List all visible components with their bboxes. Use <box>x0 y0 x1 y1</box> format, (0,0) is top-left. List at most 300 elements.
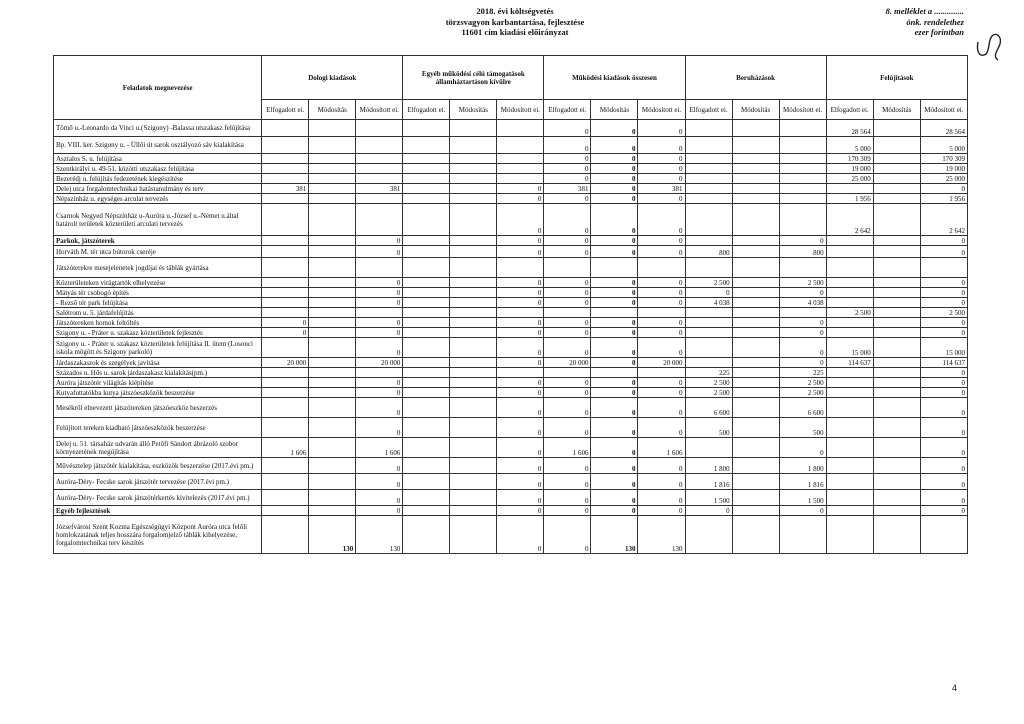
value-cell: 0 <box>591 490 638 506</box>
value-cell <box>403 458 450 474</box>
value-cell: 0 <box>544 378 591 388</box>
value-cell <box>685 236 732 246</box>
value-cell: 0 <box>591 318 638 328</box>
value-cell: 2 500 <box>779 388 826 398</box>
value-cell: 0 <box>356 246 403 258</box>
value-cell <box>826 288 873 298</box>
value-cell: 0 <box>591 388 638 398</box>
value-cell: 0 <box>638 164 685 174</box>
column-subheader: Módosítás <box>873 100 920 120</box>
value-cell <box>638 258 685 278</box>
value-cell: 0 <box>497 194 544 204</box>
column-subheader: Módosított ei. <box>356 100 403 120</box>
value-cell <box>403 278 450 288</box>
value-cell <box>685 120 732 137</box>
value-cell: 0 <box>544 516 591 554</box>
value-cell <box>779 516 826 554</box>
value-cell <box>450 258 497 278</box>
value-cell: 0 <box>779 328 826 338</box>
value-cell: 2 500 <box>779 378 826 388</box>
value-cell <box>732 184 779 194</box>
annex-note <box>886 6 964 38</box>
value-cell: 0 <box>544 164 591 174</box>
value-cell <box>497 120 544 137</box>
task-label: Auróra-Déry- Fecske sarok játszótérkertés kivitelezés (2017.évi pm.) <box>54 490 262 506</box>
value-cell <box>873 368 920 378</box>
value-cell: 0 <box>544 458 591 474</box>
value-cell <box>779 137 826 154</box>
task-label: Józsefvárosi Szent Kozma Egészségügyi Központ Auróra utca felőli homlokzatának teljes hosszára forgalomjelző táblák kihelyezése, forgalomtechnikai terv készítés <box>54 516 262 554</box>
value-cell: 114 637 <box>826 358 873 368</box>
value-cell: 0 <box>920 246 967 258</box>
task-label: Játszótereken homok feltöltés <box>54 318 262 328</box>
value-cell: 0 <box>638 458 685 474</box>
task-label: Kutyafuttatókba kutya játszóeszközök beszerzése <box>54 388 262 398</box>
value-cell: 114 637 <box>920 358 967 368</box>
value-cell <box>544 258 591 278</box>
value-cell <box>450 328 497 338</box>
value-cell <box>920 258 967 278</box>
value-cell <box>873 458 920 474</box>
value-cell: 0 <box>544 120 591 137</box>
value-cell: 28 564 <box>826 120 873 137</box>
value-cell: 0 <box>544 318 591 328</box>
document-header <box>380 6 650 38</box>
value-cell: 15 000 <box>826 338 873 358</box>
value-cell <box>779 194 826 204</box>
task-label: Népszínház u. egységes arculat tervezés <box>54 194 262 204</box>
value-cell: 0 <box>591 398 638 418</box>
value-cell <box>450 246 497 258</box>
value-cell <box>450 194 497 204</box>
value-cell: 0 <box>685 288 732 298</box>
value-cell <box>450 388 497 398</box>
value-cell <box>403 368 450 378</box>
value-cell: 0 <box>638 298 685 308</box>
value-cell: 0 <box>638 318 685 328</box>
table-row <box>54 164 968 174</box>
value-cell <box>356 308 403 318</box>
value-cell <box>826 258 873 278</box>
task-label: Delej utca forgalomtechnikai hatástanulmány és terv <box>54 184 262 194</box>
value-cell: 2 500 <box>685 278 732 288</box>
value-cell: 0 <box>497 398 544 418</box>
column-subheader: Elfogadott ei. <box>403 100 450 120</box>
value-cell <box>450 120 497 137</box>
value-cell <box>403 378 450 388</box>
value-cell <box>732 516 779 554</box>
value-cell <box>309 236 356 246</box>
value-cell <box>779 308 826 318</box>
value-cell <box>873 438 920 458</box>
value-cell: 1 500 <box>685 490 732 506</box>
value-cell: 0 <box>638 338 685 358</box>
value-cell: 0 <box>497 358 544 368</box>
value-cell <box>873 378 920 388</box>
value-cell <box>779 184 826 194</box>
value-cell: 381 <box>356 184 403 194</box>
value-cell: 19 000 <box>826 164 873 174</box>
value-cell <box>309 137 356 154</box>
value-cell: 0 <box>544 288 591 298</box>
table-row <box>54 378 968 388</box>
column-subheader: Elfogadott ei. <box>262 100 309 120</box>
value-cell <box>262 236 309 246</box>
value-cell: 0 <box>497 490 544 506</box>
task-label: Salétrom u. 5. járdafelújítás <box>54 308 262 318</box>
table-row <box>54 418 968 438</box>
value-cell <box>403 184 450 194</box>
value-cell: 381 <box>638 184 685 194</box>
header-year-title: 2018. évi költségvetés <box>476 6 554 16</box>
value-cell <box>826 438 873 458</box>
value-cell: 0 <box>356 298 403 308</box>
task-label: Szigony u. - Práter u. szakasz közterületek felújítása II. ütem (Losonci iskola mögött és Szigony parkoló) <box>54 338 262 358</box>
value-cell <box>450 288 497 298</box>
value-cell <box>497 137 544 154</box>
value-cell: 2 500 <box>685 378 732 388</box>
value-cell: 0 <box>920 236 967 246</box>
value-cell: 0 <box>591 137 638 154</box>
value-cell <box>873 236 920 246</box>
value-cell <box>873 246 920 258</box>
value-cell <box>262 120 309 137</box>
value-cell: 130 <box>356 516 403 554</box>
value-cell <box>403 308 450 318</box>
value-cell <box>403 174 450 184</box>
value-cell: 0 <box>685 506 732 516</box>
value-cell <box>403 288 450 298</box>
value-cell <box>309 174 356 184</box>
value-cell: 0 <box>356 278 403 288</box>
value-cell <box>403 298 450 308</box>
value-cell <box>685 328 732 338</box>
table-body <box>54 120 968 554</box>
value-cell: 19 000 <box>920 164 967 174</box>
value-cell <box>826 236 873 246</box>
value-cell: 0 <box>591 288 638 298</box>
value-cell <box>450 184 497 194</box>
value-cell: 1 500 <box>779 490 826 506</box>
value-cell: 0 <box>356 236 403 246</box>
value-cell <box>262 298 309 308</box>
value-cell: 130 <box>638 516 685 554</box>
value-cell <box>873 137 920 154</box>
value-cell: 0 <box>638 378 685 388</box>
value-cell <box>826 298 873 308</box>
value-cell <box>638 308 685 318</box>
value-cell <box>732 278 779 288</box>
value-cell: 0 <box>920 368 967 378</box>
value-cell <box>826 388 873 398</box>
value-cell <box>591 368 638 378</box>
value-cell: 2 642 <box>826 204 873 236</box>
value-cell <box>403 358 450 368</box>
value-cell: 0 <box>544 298 591 308</box>
value-cell <box>685 308 732 318</box>
value-cell <box>544 308 591 318</box>
value-cell: 0 <box>920 378 967 388</box>
value-cell: 0 <box>591 298 638 308</box>
value-cell <box>873 120 920 137</box>
value-cell: 130 <box>591 516 638 554</box>
column-group-header: Egyéb működési célú támogatások államháztartáson kívülre <box>403 56 544 100</box>
value-cell <box>309 368 356 378</box>
value-cell: 1 800 <box>779 458 826 474</box>
value-cell <box>873 388 920 398</box>
value-cell <box>309 120 356 137</box>
value-cell <box>732 164 779 174</box>
header-appropriation: 11601 cím kiadási előirányzat <box>461 27 569 37</box>
table-row <box>54 516 968 554</box>
value-cell: 0 <box>920 184 967 194</box>
value-cell: 5 000 <box>920 137 967 154</box>
value-cell <box>450 154 497 164</box>
value-cell: 1 816 <box>685 474 732 490</box>
value-cell: 0 <box>591 474 638 490</box>
table-row <box>54 358 968 368</box>
value-cell: 0 <box>920 506 967 516</box>
value-cell: 0 <box>779 236 826 246</box>
table-row <box>54 368 968 378</box>
page-number: 4 <box>952 683 958 693</box>
column-subheader: Módosítás <box>732 100 779 120</box>
task-label: Felújított tereken kiadható játszóeszközök beszerzése <box>54 418 262 438</box>
value-cell: 0 <box>544 328 591 338</box>
value-cell: 0 <box>497 246 544 258</box>
task-label: - Rezső tér park felújítása <box>54 298 262 308</box>
value-cell: 0 <box>638 174 685 184</box>
value-cell <box>450 506 497 516</box>
table-row <box>54 278 968 288</box>
value-cell: 0 <box>920 398 967 418</box>
value-cell: 0 <box>262 328 309 338</box>
task-label: Bp. VIII. ker. Szigony u. - Üllői út sarok osztályozó sáv kialakítása <box>54 137 262 154</box>
column-subheader: Elfogadott ei. <box>544 100 591 120</box>
value-cell: 0 <box>638 418 685 438</box>
task-label: Szigony u. - Práter u. szakasz közterületek fejlesztés <box>54 328 262 338</box>
value-cell <box>826 474 873 490</box>
value-cell <box>262 474 309 490</box>
table-row <box>54 236 968 246</box>
task-label: Mátyás tér csobogó építés <box>54 288 262 298</box>
value-cell <box>450 438 497 458</box>
value-cell <box>732 458 779 474</box>
value-cell <box>873 204 920 236</box>
value-cell <box>732 490 779 506</box>
value-cell: 0 <box>591 154 638 164</box>
value-cell <box>356 154 403 164</box>
value-cell <box>403 194 450 204</box>
value-cell <box>403 398 450 418</box>
task-label: Egyéb fejlesztések <box>54 506 262 516</box>
value-cell: 0 <box>497 418 544 438</box>
value-cell <box>873 490 920 506</box>
value-cell: 2 500 <box>779 278 826 288</box>
value-cell: 0 <box>544 174 591 184</box>
column-subheader: Módosított ei. <box>920 100 967 120</box>
value-cell <box>262 378 309 388</box>
value-cell <box>685 516 732 554</box>
value-cell: 0 <box>920 288 967 298</box>
value-cell: 0 <box>591 338 638 358</box>
value-cell: 0 <box>591 458 638 474</box>
value-cell <box>403 418 450 438</box>
table-row <box>54 258 968 278</box>
value-cell <box>685 164 732 174</box>
value-cell: 0 <box>356 398 403 418</box>
value-cell <box>450 378 497 388</box>
value-cell: 0 <box>920 298 967 308</box>
value-cell <box>591 258 638 278</box>
value-cell <box>262 506 309 516</box>
task-label: Százados u. Hős u. sarok járdaszakasz kialakítás(pm.) <box>54 368 262 378</box>
value-cell <box>779 204 826 236</box>
value-cell <box>262 174 309 184</box>
value-cell <box>309 298 356 308</box>
value-cell: 0 <box>638 137 685 154</box>
value-cell <box>403 318 450 328</box>
task-label: Közterületeken virágtartók elhelyezése <box>54 278 262 288</box>
value-cell <box>685 358 732 368</box>
value-cell <box>403 137 450 154</box>
value-cell: 0 <box>497 438 544 458</box>
value-cell <box>873 398 920 418</box>
value-cell: 20 000 <box>262 358 309 368</box>
value-cell <box>403 120 450 137</box>
value-cell: 0 <box>638 490 685 506</box>
value-cell: 0 <box>544 338 591 358</box>
value-cell: 0 <box>591 438 638 458</box>
value-cell <box>732 137 779 154</box>
handwritten-mark-icon <box>972 26 1012 66</box>
value-cell <box>779 164 826 174</box>
value-cell <box>920 516 967 554</box>
column-subheader: Módosítás <box>450 100 497 120</box>
value-cell: 0 <box>497 184 544 194</box>
column-group-header: Felújítások <box>826 56 967 100</box>
value-cell: 1 606 <box>638 438 685 458</box>
value-cell: 0 <box>638 120 685 137</box>
value-cell <box>309 358 356 368</box>
value-cell: 0 <box>356 328 403 338</box>
value-cell <box>732 204 779 236</box>
value-cell <box>262 516 309 554</box>
value-cell: 20 000 <box>544 358 591 368</box>
value-cell <box>309 378 356 388</box>
column-header-task: Feladatok megnevezése <box>54 56 262 120</box>
value-cell: 1 816 <box>779 474 826 490</box>
value-cell <box>826 490 873 506</box>
value-cell: 0 <box>591 120 638 137</box>
value-cell <box>826 458 873 474</box>
value-cell: 0 <box>544 418 591 438</box>
value-cell: 0 <box>591 328 638 338</box>
value-cell <box>450 278 497 288</box>
value-cell <box>403 154 450 164</box>
value-cell <box>826 328 873 338</box>
value-cell <box>450 318 497 328</box>
value-cell <box>732 398 779 418</box>
value-cell <box>262 308 309 318</box>
value-cell <box>732 258 779 278</box>
value-cell <box>450 338 497 358</box>
value-cell: 0 <box>544 154 591 164</box>
value-cell <box>309 288 356 298</box>
value-cell <box>826 418 873 438</box>
value-cell <box>450 474 497 490</box>
column-group-header: Dologi kiadások <box>262 56 403 100</box>
value-cell: 0 <box>356 378 403 388</box>
annex-number: 8. melléklet a .............. <box>885 6 964 16</box>
value-cell <box>732 236 779 246</box>
value-cell <box>262 418 309 438</box>
table-row <box>54 506 968 516</box>
value-cell: 0 <box>591 378 638 388</box>
annex-regulation: önk. rendelethez <box>906 16 964 27</box>
column-subheader: Módosítás <box>591 100 638 120</box>
value-cell: 0 <box>920 318 967 328</box>
value-cell: 0 <box>920 458 967 474</box>
value-cell <box>732 474 779 490</box>
table-row <box>54 338 968 358</box>
value-cell: 800 <box>685 246 732 258</box>
value-cell: 6 600 <box>779 398 826 418</box>
value-cell: 0 <box>638 388 685 398</box>
value-cell: 0 <box>356 458 403 474</box>
task-label: Járdaszakaszok és szegélyek javítása <box>54 358 262 368</box>
value-cell: 0 <box>638 278 685 288</box>
value-cell <box>309 474 356 490</box>
value-cell: 0 <box>638 474 685 490</box>
value-cell: 0 <box>356 506 403 516</box>
value-cell <box>309 490 356 506</box>
value-cell <box>262 368 309 378</box>
value-cell: 0 <box>544 490 591 506</box>
value-cell <box>873 418 920 438</box>
value-cell <box>873 298 920 308</box>
value-cell <box>873 328 920 338</box>
value-cell <box>497 308 544 318</box>
value-cell: 0 <box>591 506 638 516</box>
table-row <box>54 204 968 236</box>
value-cell: 0 <box>497 278 544 288</box>
value-cell <box>685 204 732 236</box>
value-cell <box>873 194 920 204</box>
value-cell <box>873 474 920 490</box>
value-cell <box>450 308 497 318</box>
task-label: Csarnok Negyed Népszínház u-Auróra u.-József u.-Német u.által határolt területek közterületi arculati tervezés <box>54 204 262 236</box>
value-cell: 0 <box>638 204 685 236</box>
value-cell: 500 <box>779 418 826 438</box>
value-cell: 0 <box>497 338 544 358</box>
value-cell: 0 <box>497 236 544 246</box>
value-cell <box>262 388 309 398</box>
value-cell: 0 <box>638 246 685 258</box>
value-cell <box>309 258 356 278</box>
value-cell <box>309 438 356 458</box>
value-cell <box>779 258 826 278</box>
value-cell <box>544 368 591 378</box>
value-cell <box>732 298 779 308</box>
value-cell: 0 <box>497 204 544 236</box>
value-cell <box>497 174 544 184</box>
value-cell <box>403 490 450 506</box>
value-cell: 0 <box>356 474 403 490</box>
value-cell <box>403 236 450 246</box>
value-cell: 4 038 <box>685 298 732 308</box>
table-row <box>54 458 968 474</box>
